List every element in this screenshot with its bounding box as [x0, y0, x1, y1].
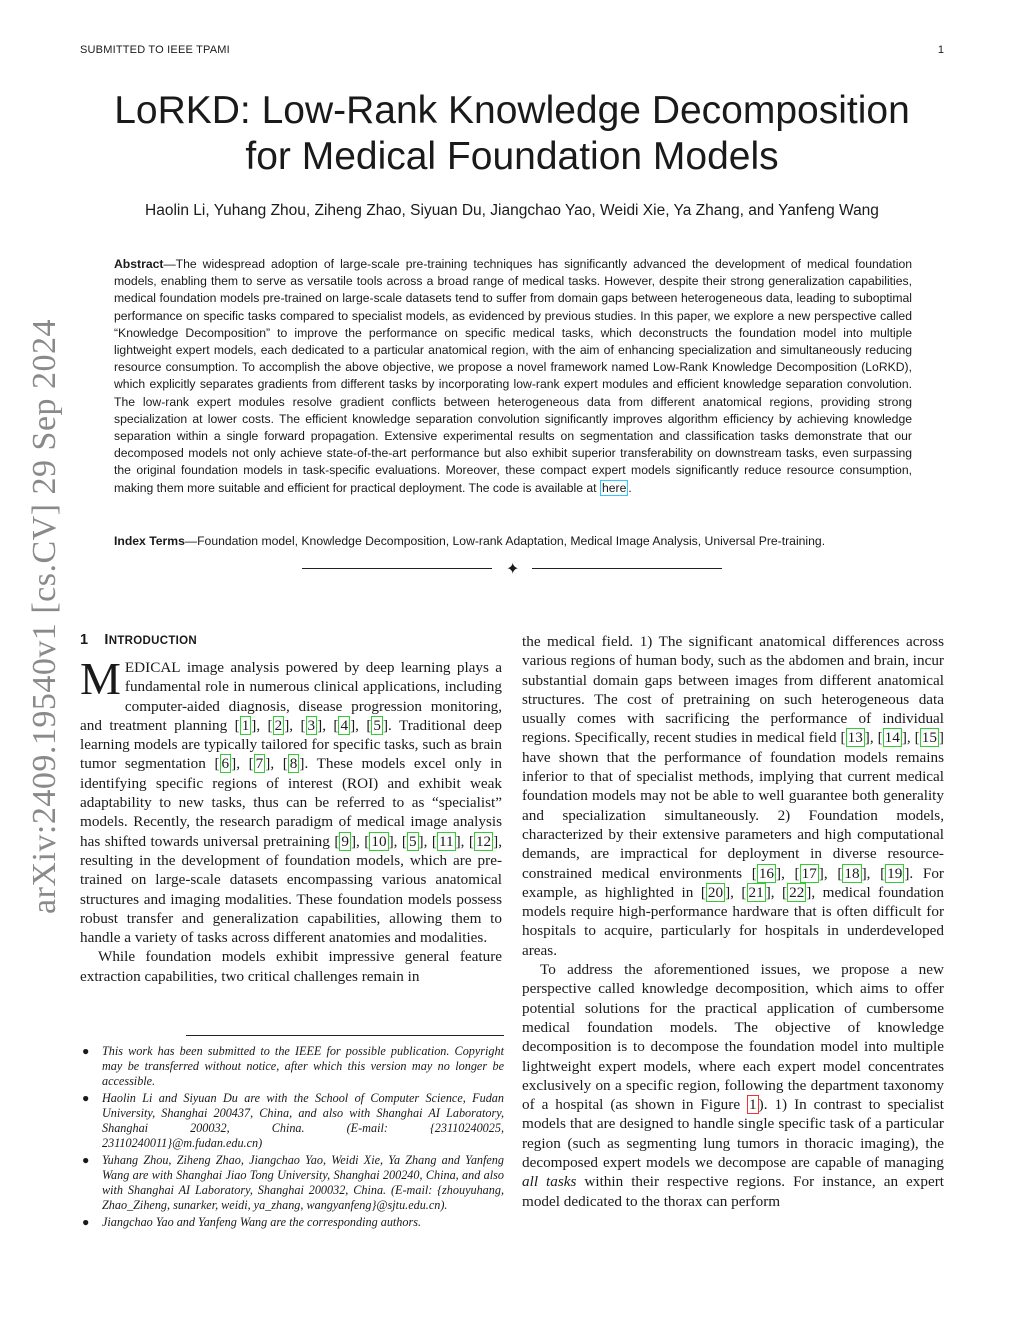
dropcap-rest: EDICAL [124, 659, 181, 676]
index-terms [114, 534, 912, 548]
divider-diamond-icon: ✦ [506, 559, 520, 578]
paragraph: the medical field. 1) The significant anatomical differences across various regions of human body, such as the abdomen and brain, incur substantial domain gaps between images from different anatomical structures. The cost of pretraining on such heterogeneous data usually comes with sacrificing the performance of individual regions. Specifically, recent studies in medical field [ 13 ], [ 14 ], [ 15 ] have shown that the performance of foundation models remains inferior to that of specialist methods, implying that current medical foundation models may not be able to well guarantee both generality and specialization simultaneously. 2) Foundation models, characterized by their extensive parameters and high computational demands, are impractical for deployment in diverse resource-constrained medical environments [ 16 ], [ 17 ], [ 18 ], [ 19 ]. For example, as highlighted in [ 20 ], [ 21 ], [ 22 ], medical foundation models require high-performance hardware that is often difficult for hospitals to acquire, particularly for hospitals in underdeveloped areas. [522, 633, 944, 959]
page-number: 1 [937, 44, 944, 56]
index-terms-text: —Foundation model, Knowledge Decomposition, Low-rank Adaptation, Medical Image Analysis, Universal Pre-training. [184, 534, 826, 548]
section-title-initial: I [104, 632, 109, 648]
bullet-icon: ● [82, 1044, 90, 1058]
footnote-item: ● This work has been submitted to the IEEE for possible publication. Copyright may be transferred without notice, after which this version may no longer be accessible. [82, 1044, 504, 1088]
paragraph: To address the aforementioned issues, we propose a new perspective called knowledge decomposition, which aims to offer potential solutions for the practical application of cumbersome medical foundation models. The objective of knowledge decomposition is to decompose the foundation model into multiple lightweight expert models, where each expert model concentrates exclusively on a specific region, following the department taxonomy of a hospital (as shown in Figure 1 ). 1) In contrast to specialist models that are designed to handle single specific task of a particular region (such as segmenting lung tumors in thoracic imaging), the decomposed expert models we decompose are capable of managing all tasks within their respective regions. For instance, an expert model dedicated to the thorax can perform [522, 961, 945, 1210]
footnote-item: ● Haolin Li and Siyuan Du are with the School of Computer Science, Fudan University, Shanghai 200437, China, and also with Shanghai AI Laboratory, Shanghai 200032, China. (E-mail: {23110240025, 23110240011}@m.fudan.edu.cn) [82, 1091, 504, 1150]
arxiv-stamp: arXiv:2409.19540v1 [cs.CV] 29 Sep 2024 [26, 318, 63, 914]
citation-link[interactable]: 5 [373, 716, 381, 734]
citation-link[interactable]: 14 [884, 729, 900, 747]
author-list: Haolin Li, Yuhang Zhou, Ziheng Zhao, Siyuan Du, Jiangchao Yao, Weidi Xie, Ya Zhang, and Yanfeng Wang [145, 202, 879, 219]
title-line-2: for Medical Foundation Models [245, 135, 779, 178]
section-title-rest: NTRODUCTION [108, 635, 197, 647]
citation-link[interactable]: 6 [221, 755, 230, 773]
abstract-label: Abstract [114, 257, 164, 271]
bullet-icon: ● [82, 1215, 90, 1229]
section-divider [302, 559, 722, 578]
citation-link[interactable]: 10 [371, 832, 387, 850]
citation-link[interactable]: 19 [887, 864, 903, 882]
citation-link[interactable]: 7 [255, 755, 264, 773]
section-number: 1 [80, 632, 89, 648]
abstract [114, 256, 912, 497]
footnote-rule [186, 1035, 504, 1036]
citation-link[interactable]: 3 [307, 716, 316, 734]
citation-link[interactable]: 13 [847, 729, 863, 747]
citation-link[interactable]: 4 [340, 716, 349, 734]
abstract-text: —The widespread adoption of large-scale pre-training techniques has significantly advanced the development of medical foundation models, enabling them to serve as versatile tools across a broad range of medical tasks. However, despite their strong generalization capabilities, medical foundation models pre-trained on large-scale datasets tend to suffer from domain gaps between heterogeneous data, leading to suboptimal performance on specific tasks compared to specialist models, as evidenced by previous studies. In this paper, we explore a new perspective called “Knowledge Decomposition” to improve the performance on specific medical tasks, which deconstructs the foundation model into multiple lightweight expert models, each dedicated to a particular anatomical region, with the aim of enhancing specialization and simultaneously reducing resource consumption. To accomplish the above objective, we propose a novel framework named Low-Rank Knowledge Decomposition (LoRKD), which explicitly separates gradients from different tasks by incorporating low-rank expert modules and efficient knowledge separation convolution. The low-rank expert modules resolve gradient conflicts between heterogeneous data from different anatomical regions, providing strong specialization at lower costs. The efficient knowledge separation convolution significantly improves algorithm efficiency by achieving knowledge separation within a single forward propagation. Extensive experimental results on segmentation and classification tasks demonstrate that our decomposed models not only achieve state-of-the-art performance but also exhibit superior transferability on downstream tasks, even surpassing the original foundation models in task-specific evaluations. Moreover, these compact expert models significantly reduce resource consumption, making them more suitable and efficient for practical deployment. The code is available at [114, 257, 912, 495]
footnotes [80, 1044, 504, 1232]
code-link[interactable]: here [601, 480, 627, 495]
citation-link[interactable]: 11 [438, 832, 454, 850]
citation-link[interactable]: 1 [241, 716, 250, 734]
running-head: SUBMITTED TO IEEE TPAMI [80, 44, 230, 56]
drop-cap: M [80, 653, 121, 704]
citation-link[interactable]: 22 [789, 883, 805, 901]
figure-ref-link[interactable]: 1 [749, 1096, 757, 1114]
citation-link[interactable]: 15 [921, 729, 937, 747]
title-line-1: LoRKD: Low-Rank Knowledge Decomposition [114, 89, 910, 132]
emphasis: all tasks [522, 1173, 577, 1191]
bullet-icon: ● [82, 1153, 90, 1167]
right-column [522, 632, 944, 1211]
bullet-icon: ● [82, 1091, 90, 1105]
citation-link[interactable]: 5 [408, 832, 417, 850]
citation-link[interactable]: 16 [758, 864, 775, 882]
divider-line-right [532, 568, 722, 569]
abstract-end: . [628, 480, 632, 495]
paragraph: MEDICAL image analysis powered by deep learning plays a fundamental role in numerous clinical applications, including computer-aided diagnosis, disease progression monitoring, and treatment planning [ 1 ], [ 2 ], [ 3 ], [ 4 ], [ 5 ]. Traditional deep learning models are typically tailored for specific tasks, such as brain tumor segmentation [ 6 ], [ 7 ], [ 8 ]. These models excel only in identifying specific regions of interest (ROI) and exhibit weak adaptability to new tasks, thus can be referred to as “specialist” models. Recently, the research paradigm of medical image analysis has shifted towards universal pretraining [ 9 ], [ 10 ], [ 5 ], [ 11 ], [ 12 ], resulting in the development of foundation models, which are pre-trained on large-scale datasets encompassing various anatomical structures and imaging modalities. These foundation models possess robust transfer and generalization capabilities, allowing them to handle a variety of tasks across different anatomies and modalities. [80, 653, 502, 947]
paragraph: While foundation models exhibit impressive general feature extraction capabilities, two critical challenges remain in [80, 948, 502, 985]
citation-link[interactable]: 2 [274, 716, 283, 734]
footnote-item: ● Yuhang Zhou, Ziheng Zhao, Jiangchao Yao, Weidi Xie, Ya Zhang and Yanfeng Wang are with Shanghai Jiao Tong University, Shanghai 200240, China, and also with Shanghai AI Laboratory, Shanghai 200032, China. (E-mail: {zhouyuhang, Zhao_Ziheng, sunarker, weidi, ya_zhang, wangyanfeng}@sjtu.edu.cn). [82, 1153, 504, 1212]
footnote-item: ● Jiangchao Yao and Yanfeng Wang are the corresponding authors. [82, 1215, 422, 1229]
left-column [80, 653, 502, 986]
section-heading [80, 632, 197, 648]
citation-link[interactable]: 8 [289, 755, 298, 773]
citation-link[interactable]: 20 [707, 883, 724, 901]
citation-link[interactable]: 12 [475, 832, 492, 850]
citation-link[interactable]: 18 [844, 864, 860, 882]
citation-link[interactable]: 17 [801, 864, 817, 882]
citation-link[interactable]: 21 [748, 883, 764, 901]
paper-title [0, 88, 1024, 180]
divider-line-left [302, 568, 492, 569]
index-terms-label: Index Terms [114, 534, 185, 548]
citation-link[interactable]: 9 [341, 832, 349, 850]
